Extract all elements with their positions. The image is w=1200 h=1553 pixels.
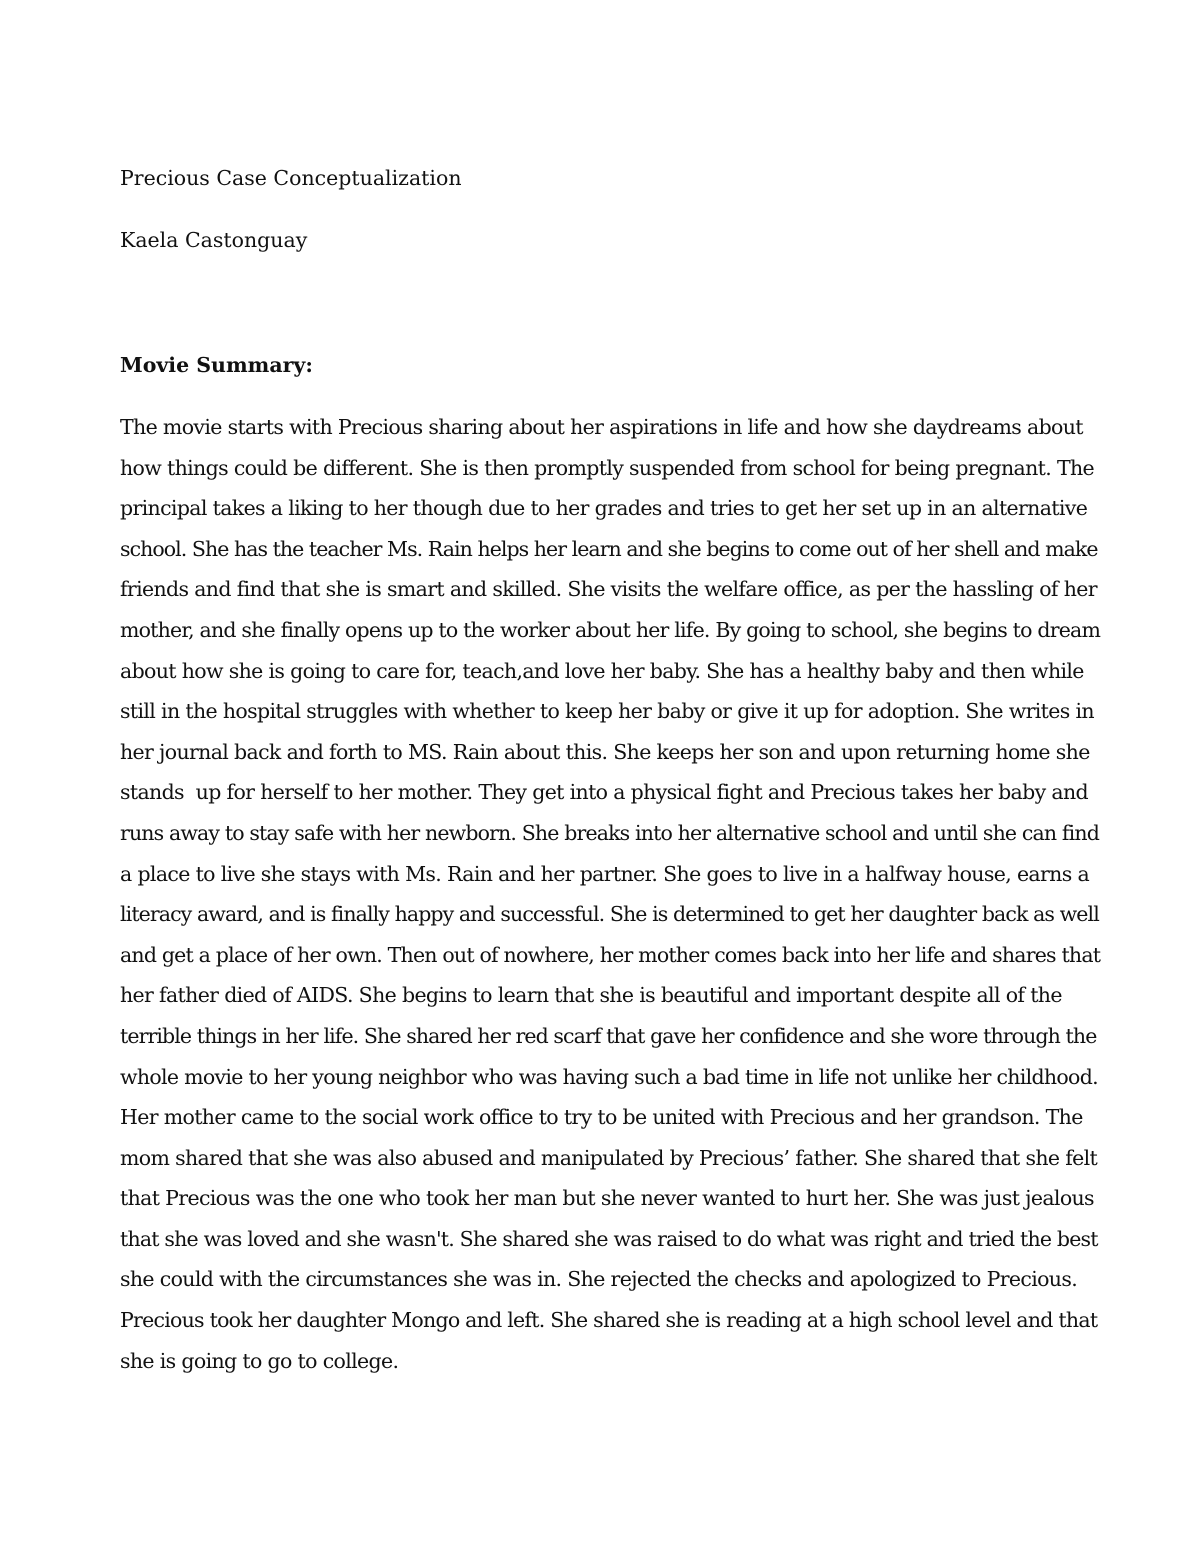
paragraph-line: a place to live she stays with Ms. Rain and her partner. She goes to live in a halfway house, earns a [120,861,1090,886]
paragraph-line: her journal back and forth to MS. Rain about this. She keeps her son and upon returning home she [120,739,1090,764]
author-name: Kaela Castonguay [120,228,308,252]
paragraph-line: she could with the circumstances she was in. She rejected the checks and apologized to Precious. [120,1267,1078,1292]
paragraph-line: principal takes a liking to her though due to her grades and tries to get her set up in an alternative [120,496,1088,521]
paragraph-line: her father died of AIDS. She begins to learn that she is beautiful and important despite all of the [120,983,1062,1008]
paragraph-line: friends and find that she is smart and skilled. She visits the welfare office, as per the hassling of her [120,577,1097,602]
paragraph-line: Precious took her daughter Mongo and left. She shared she is reading at a high school level and that [120,1308,1098,1333]
paragraph-line: literacy award, and is finally happy and successful. She is determined to get her daughter back as well [120,902,1099,927]
paragraph-line: school. She has the teacher Ms. Rain helps her learn and she begins to come out of her shell and make [120,536,1098,561]
paragraph-line: stands up for herself to her mother. They get into a physical fight and Precious takes her baby and [120,780,1088,805]
paragraph-line: she is going to go to college. [120,1348,399,1373]
paragraph-line: that Precious was the one who took her man but she never wanted to hurt her. She was just jealous [120,1186,1094,1211]
paragraph-line: The movie starts with Precious sharing about her aspirations in life and how she daydreams about [120,415,1083,439]
paragraph-line: and get a place of her own. Then out of nowhere, her mother comes back into her life and shares that [120,942,1101,967]
paragraph-line: about how she is going to care for, teach,and love her baby. She has a healthy baby and then while [120,658,1084,683]
section-heading: Movie Summary: [120,353,313,377]
paragraph-line: mother, and she finally opens up to the worker about her life. By going to school, she begins to dream [120,617,1101,642]
summary-paragraph [120,411,1100,1385]
paragraph-line: runs away to stay safe with her newborn. She breaks into her alternative school and until she can find [120,820,1099,845]
paragraph-line: that she was loved and she wasn't. She shared she was raised to do what was right and tried the best [120,1226,1098,1251]
paragraph-line: mom shared that she was also abused and manipulated by Precious’ father. She shared that she felt [120,1145,1098,1170]
paragraph-line: whole movie to her young neighbor who was having such a bad time in life not unlike her childhood. [120,1064,1098,1089]
paragraph-line: terrible things in her life. She shared her red scarf that gave her confidence and she wore through the [120,1023,1097,1048]
paragraph-line: how things could be different. She is then promptly suspended from school for being pregnant. The [120,455,1095,480]
paragraph-line: still in the hospital struggles with whether to keep her baby or give it up for adoption. She writes in [120,699,1094,724]
document-title: Precious Case Conceptualization [120,166,462,190]
paragraph-line: Her mother came to the social work office to try to be united with Precious and her grandson. The [120,1105,1083,1130]
